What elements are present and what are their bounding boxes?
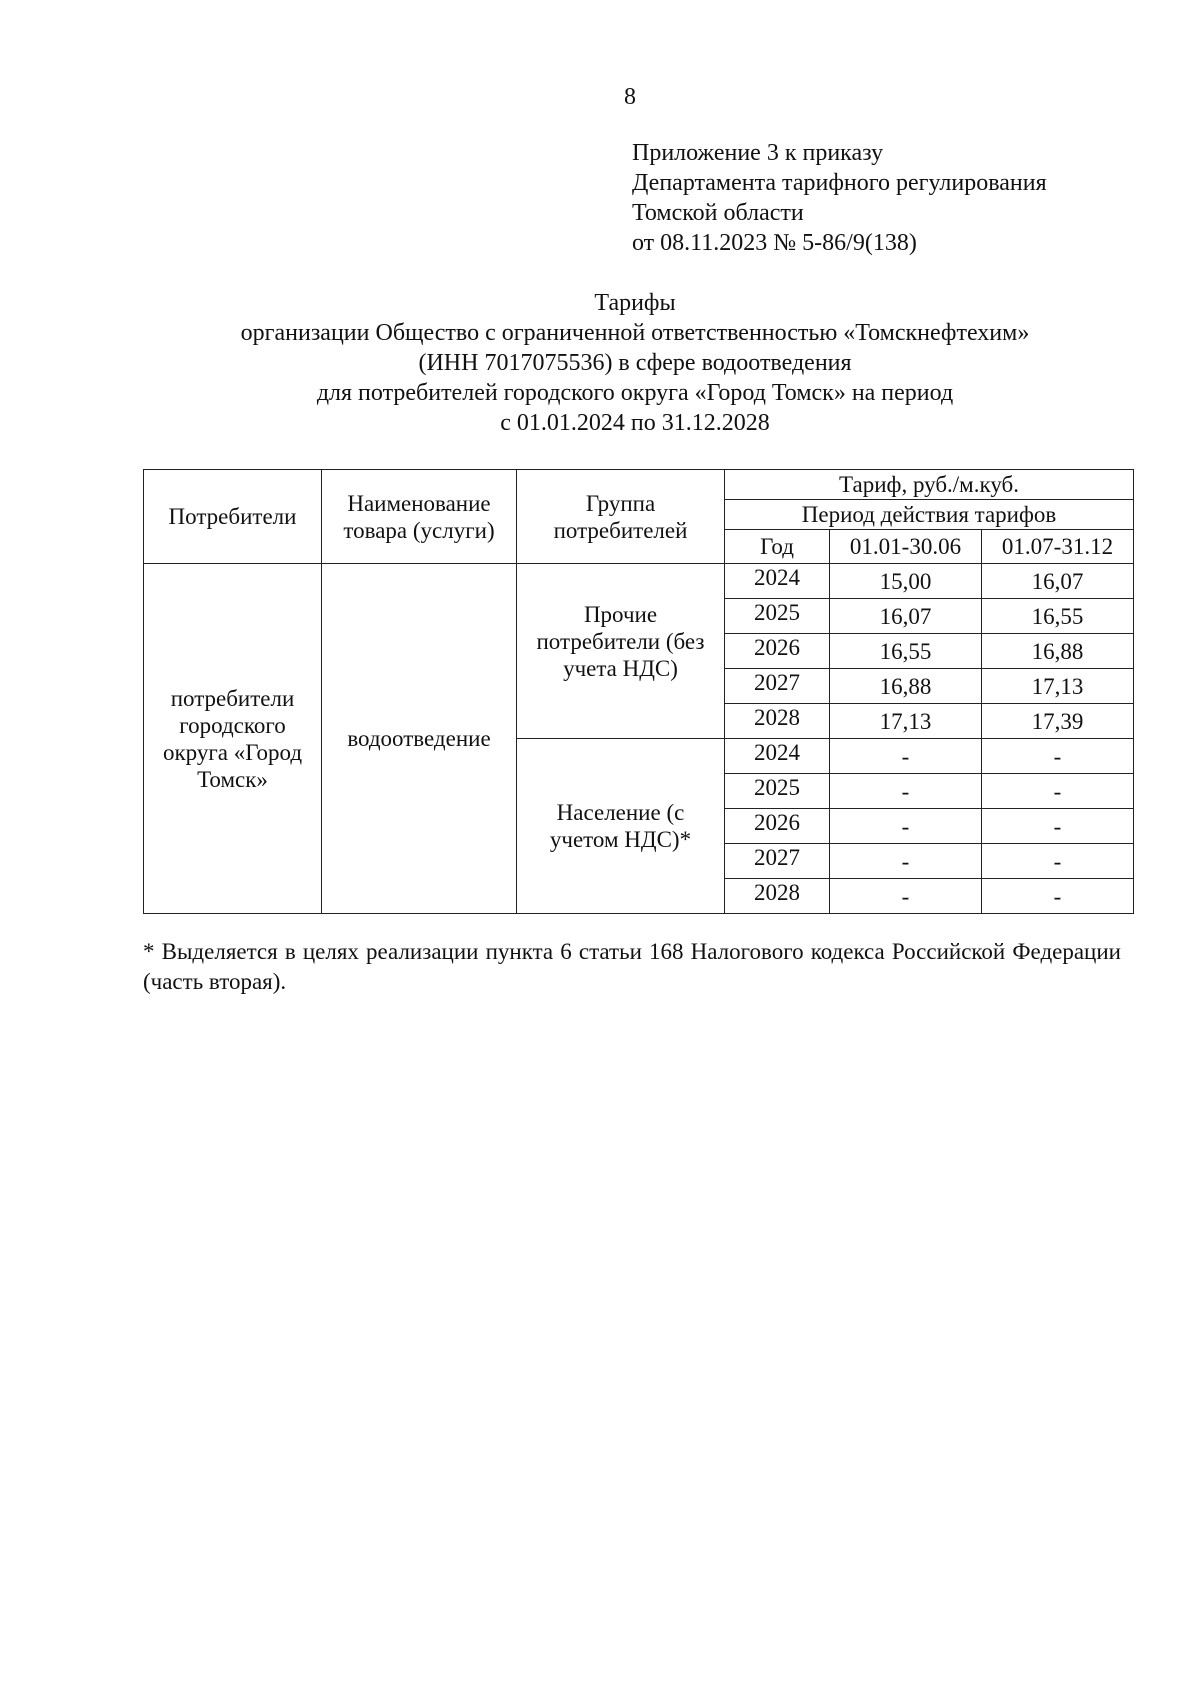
tariff-table	[143, 469, 1134, 914]
header-service-name: Наименование товара (услуги)	[322, 470, 517, 564]
year-cell: 2024	[725, 564, 830, 599]
year-cell: 2028	[725, 879, 830, 914]
year-cell: 2027	[725, 844, 830, 879]
year-cell: 2025	[725, 774, 830, 809]
tariff-half2-cell: 16,07	[982, 564, 1134, 599]
header-half2: 01.07-31.12	[982, 530, 1134, 564]
tariff-half2-cell: -	[982, 809, 1134, 844]
appendix-line: от 08.11.2023 № 5-86/9(138)	[632, 230, 917, 256]
appendix-header	[632, 138, 1047, 258]
tariff-half1-cell: 16,07	[830, 599, 982, 634]
group-population: Население (с учетом НДС)*	[517, 739, 725, 914]
title-line: Тарифы	[594, 290, 676, 316]
tariff-half2-cell: 17,13	[982, 669, 1134, 704]
year-cell: 2028	[725, 704, 830, 739]
tariff-half1-cell: 16,55	[830, 634, 982, 669]
document-title	[140, 288, 1130, 438]
header-half1: 01.01-30.06	[830, 530, 982, 564]
appendix-line: Департамента тарифного регулирования	[632, 170, 1047, 196]
tariff-half2-cell: -	[982, 739, 1134, 774]
tariff-half2-cell: 16,55	[982, 599, 1134, 634]
header-consumers: Потребители	[144, 470, 322, 564]
consumer-cell: потребители городского округа «Город Томск»	[144, 564, 322, 914]
tariff-half2-cell: -	[982, 774, 1134, 809]
appendix-line: Приложение 3 к приказу	[632, 140, 884, 166]
title-line: (ИНН 7017075536) в сфере водоотведения	[418, 350, 852, 376]
tariff-half1-cell: 15,00	[830, 564, 982, 599]
title-line: для потребителей городского округа «Город Томск» на период	[316, 380, 954, 406]
header-year: Год	[725, 530, 830, 564]
tariff-half2-cell: 16,88	[982, 634, 1134, 669]
appendix-line: Томской области	[632, 200, 804, 226]
tariff-half2-cell: -	[982, 879, 1134, 914]
footnote: * Выделяется в целях реализации пункта 6 статьи 168 Налогового кодекса Российской Федерации (часть вторая).	[143, 939, 1121, 994]
title-line: с 01.01.2024 по 31.12.2028	[500, 410, 770, 436]
page-number: 8	[624, 84, 636, 110]
tariff-half2-cell: -	[982, 844, 1134, 879]
tariff-half1-cell: 17,13	[830, 704, 982, 739]
header-period: Период действия тарифов	[725, 500, 1134, 530]
header-consumer-group: Группа потребителей	[517, 470, 725, 564]
title-line: организации Общество с ограниченной ответственностью «Томскнефтехим»	[240, 320, 1030, 346]
year-cell: 2026	[725, 809, 830, 844]
tariff-half1-cell: 16,88	[830, 669, 982, 704]
tariff-half1-cell: -	[830, 879, 982, 914]
service-cell: водоотведение	[322, 564, 517, 914]
tariff-half1-cell: -	[830, 739, 982, 774]
group-other-consumers: Прочие потребители (без учета НДС)	[517, 564, 725, 739]
tariff-half1-cell: -	[830, 844, 982, 879]
tariff-half2-cell: 17,39	[982, 704, 1134, 739]
year-cell: 2025	[725, 599, 830, 634]
year-cell: 2024	[725, 739, 830, 774]
header-tariff: Тариф, руб./м.куб.	[725, 470, 1134, 500]
year-cell: 2027	[725, 669, 830, 704]
tariff-half1-cell: -	[830, 774, 982, 809]
tariff-half1-cell: -	[830, 809, 982, 844]
year-cell: 2026	[725, 634, 830, 669]
